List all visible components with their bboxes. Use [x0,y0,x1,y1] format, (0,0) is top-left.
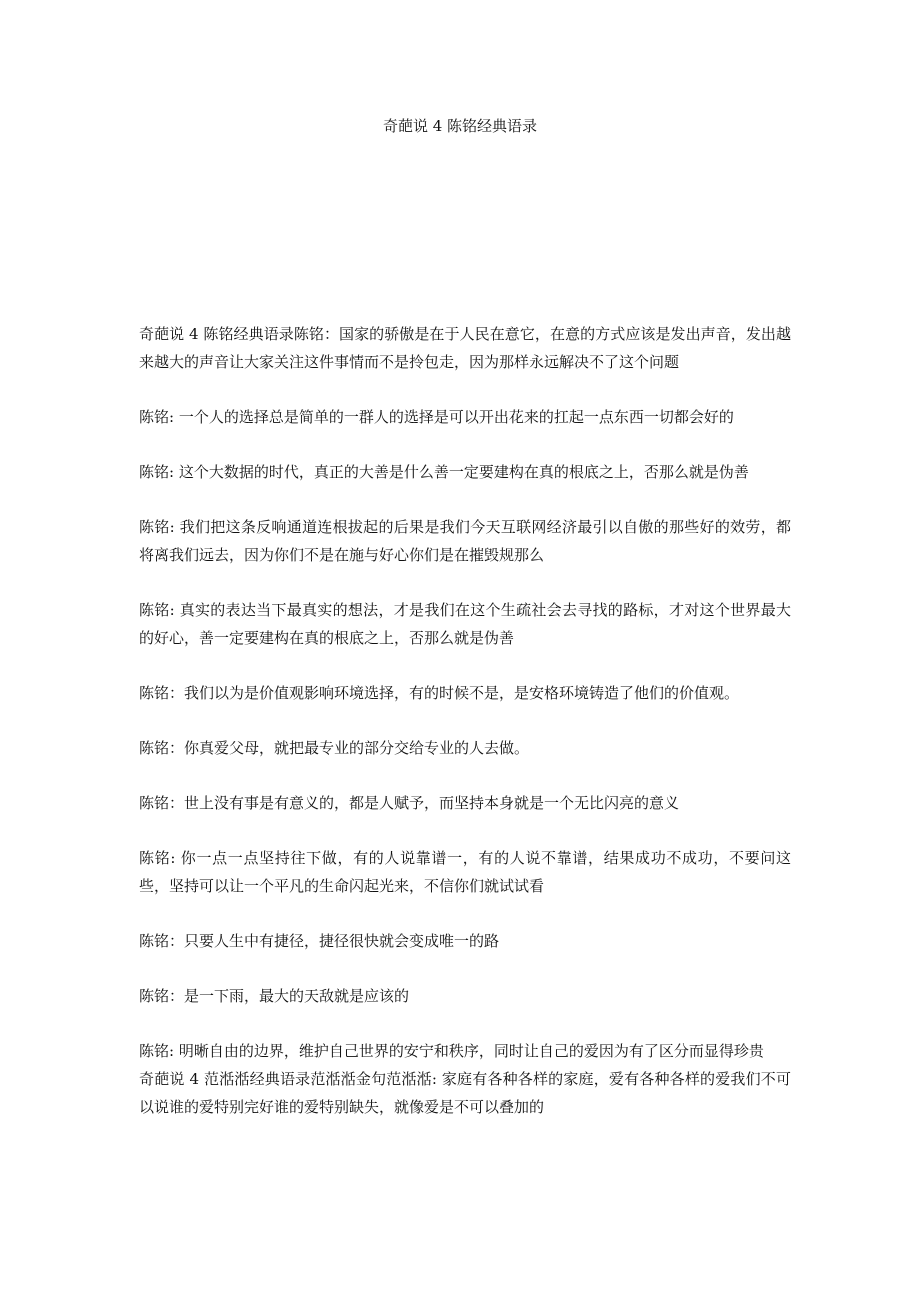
paragraph-13: 奇葩说 4 范湉湉经典语录范湉湉金句范湉湉: 家庭有各种各样的家庭，爱有各种各样的爱我们不可以说谁的爱特别完好谁的爱特别缺失，就像爱是不可以叠加的 [139,1070,791,1116]
paragraph-4: 陈铭: 我们把这条反响通道连根拔起的后果是我们今天互联网经济最引以自傲的那些好的效劳，都将离我们远去，因为你们不是在施与好心你们是在摧毁规那么 [139,518,791,564]
paragraph-2: 陈铭: 一个人的选择总是简单的一群人的选择是可以开出花来的扛起一点东西一切都会好的 [139,408,734,426]
paragraph-3: 陈铭: 这个大数据的时代，真正的大善是什么善一定要建构在真的根底之上，否那么就是伪善 [139,463,749,481]
paragraph-12: 陈铭: 明晰自由的边界，维护自己世界的安宁和秩序，同时让自己的爱因为有了区分而显得珍贵 [139,1042,764,1060]
paragraph-10: 陈铭：只要人生中有捷径，捷径很快就会变成唯一的路 [139,932,500,950]
paragraph-9: 陈铭: 你一点一点坚持往下做，有的人说靠谱一，有的人说不靠谱，结果成功不成功，不要问这些，坚持可以让一个平凡的生命闪起光来，不信你们就试试看 [139,849,791,895]
paragraph-7: 陈铭：你真爱父母，就把最专业的部分交给专业的人去做。 [139,739,530,757]
paragraph-8: 陈铭：世上没有事是有意义的，都是人赋予，而坚持本身就是一个无比闪亮的意义 [139,794,680,812]
document-title: 奇葩说 4 陈铭经典语录 [382,117,538,135]
document-body [139,320,791,1121]
paragraph-1: 奇葩说 4 陈铭经典语录陈铭：国家的骄傲是在于人民在意它，在意的方式应该是发出声音，发出越来越大的声音让大家关注这件事情而不是拎包走，因为那样永远解决不了这个问题 [139,325,791,371]
paragraph-11: 陈铭：是一下雨，最大的天敌就是应该的 [139,987,410,1005]
paragraph-6: 陈铭：我们以为是价值观影响环境选择，有的时候不是，是安格环境铸造了他们的价值观。 [139,684,740,702]
paragraph-5: 陈铭: 真实的表达当下最真实的想法，才是我们在这个生疏社会去寻找的路标，才对这个世界最大的好心，善一定要建构在真的根底之上，否那么就是伪善 [139,601,791,647]
